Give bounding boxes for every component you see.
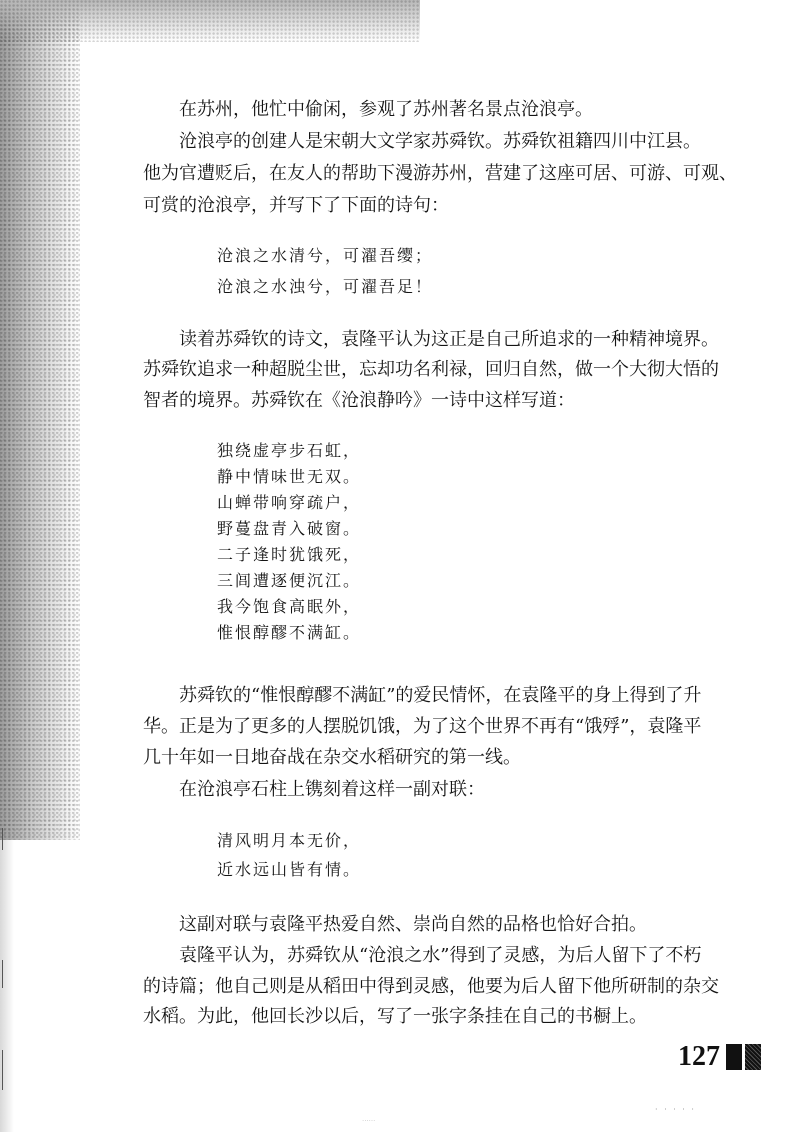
page-mark-block	[726, 1044, 742, 1070]
footer-dots: · · · · ·	[655, 1105, 696, 1114]
scan-shadow-left	[0, 0, 80, 840]
paragraph-line: 可赏的沧浪亭，并写下了下面的诗句：	[143, 195, 449, 216]
page-mark-block	[745, 1044, 761, 1070]
poem-line: 沧浪之水清兮，可濯吾缨；	[217, 246, 434, 265]
poem-line: 独绕虚亭步石虹，	[217, 441, 362, 460]
poem-line: 惟恨醇醪不满缸。	[217, 623, 362, 642]
page-number: 127	[678, 1041, 720, 1072]
couplet-line: 近水远山皆有情。	[217, 860, 362, 879]
paragraph-line: 水稻。为此，他回长沙以后，写了一张字条挂在自己的书橱上。	[143, 1006, 647, 1027]
paragraph-line: 袁隆平认为，苏舜钦从“沧浪之水”得到了灵感，为后人留下了不朽	[179, 945, 702, 966]
poem-line: 野蔓盘青入破窗。	[217, 519, 362, 538]
poem-line: 三闾遭逐便沉江。	[217, 571, 362, 590]
poem-line: 我今饱食高眠外，	[217, 597, 362, 616]
paragraph-line: 智者的境界。苏舜钦在《沧浪静吟》一诗中这样写道：	[143, 390, 575, 411]
poem-line: 静中情味世无双。	[217, 467, 362, 486]
page-folio	[678, 1040, 764, 1074]
paragraph-line: 的诗篇；他自己则是从稻田中得到灵感，他要为后人留下他所研制的杂交	[143, 976, 719, 997]
poem-line: 二子逢时犹饿死，	[217, 545, 362, 564]
couplet-line: 清风明月本无价，	[217, 831, 362, 850]
paragraph-line: 在苏州，他忙中偷闲，参观了苏州著名景点沧浪亭。	[179, 99, 593, 120]
paragraph-line: 他为官遭贬后，在友人的帮助下漫游苏州，营建了这座可居、可游、可观、	[143, 163, 737, 184]
scan-watermark: ······	[362, 1117, 376, 1125]
paragraph-line: 读着苏舜钦的诗文，袁隆平认为这正是自己所追求的一种精神境界。	[179, 329, 719, 350]
poem-line: 沧浪之水浊兮，可濯吾足！	[217, 277, 434, 296]
scan-shadow-top	[0, 0, 420, 42]
paragraph-line: 苏舜钦追求一种超脱尘世，忘却功名利禄，回归自然，做一个大彻大悟的	[143, 359, 719, 380]
paragraph-line: 华。正是为了更多的人摆脱饥饿，为了这个世界不再有“饿殍”，袁隆平	[143, 716, 702, 737]
paragraph-line: 几十年如一日地奋战在杂交水稻研究的第一线。	[143, 747, 521, 768]
scan-edge-mark	[2, 960, 3, 988]
scan-edge-mark	[2, 828, 3, 850]
poem-line: 山蝉带响穿疏户，	[217, 493, 362, 512]
scan-edge-mark	[2, 1050, 3, 1090]
paragraph-line: 沧浪亭的创建人是宋朝大文学家苏舜钦。苏舜钦祖籍四川中江县。	[179, 131, 701, 152]
paragraph-line: 苏舜钦的“惟恨醇醪不满缸”的爱民情怀，在袁隆平的身上得到了升	[179, 685, 702, 706]
paragraph-line: 在沧浪亭石柱上镌刻着这样一副对联：	[179, 779, 485, 800]
paragraph-line: 这副对联与袁隆平热爱自然、崇尚自然的品格也恰好合拍。	[179, 914, 647, 935]
